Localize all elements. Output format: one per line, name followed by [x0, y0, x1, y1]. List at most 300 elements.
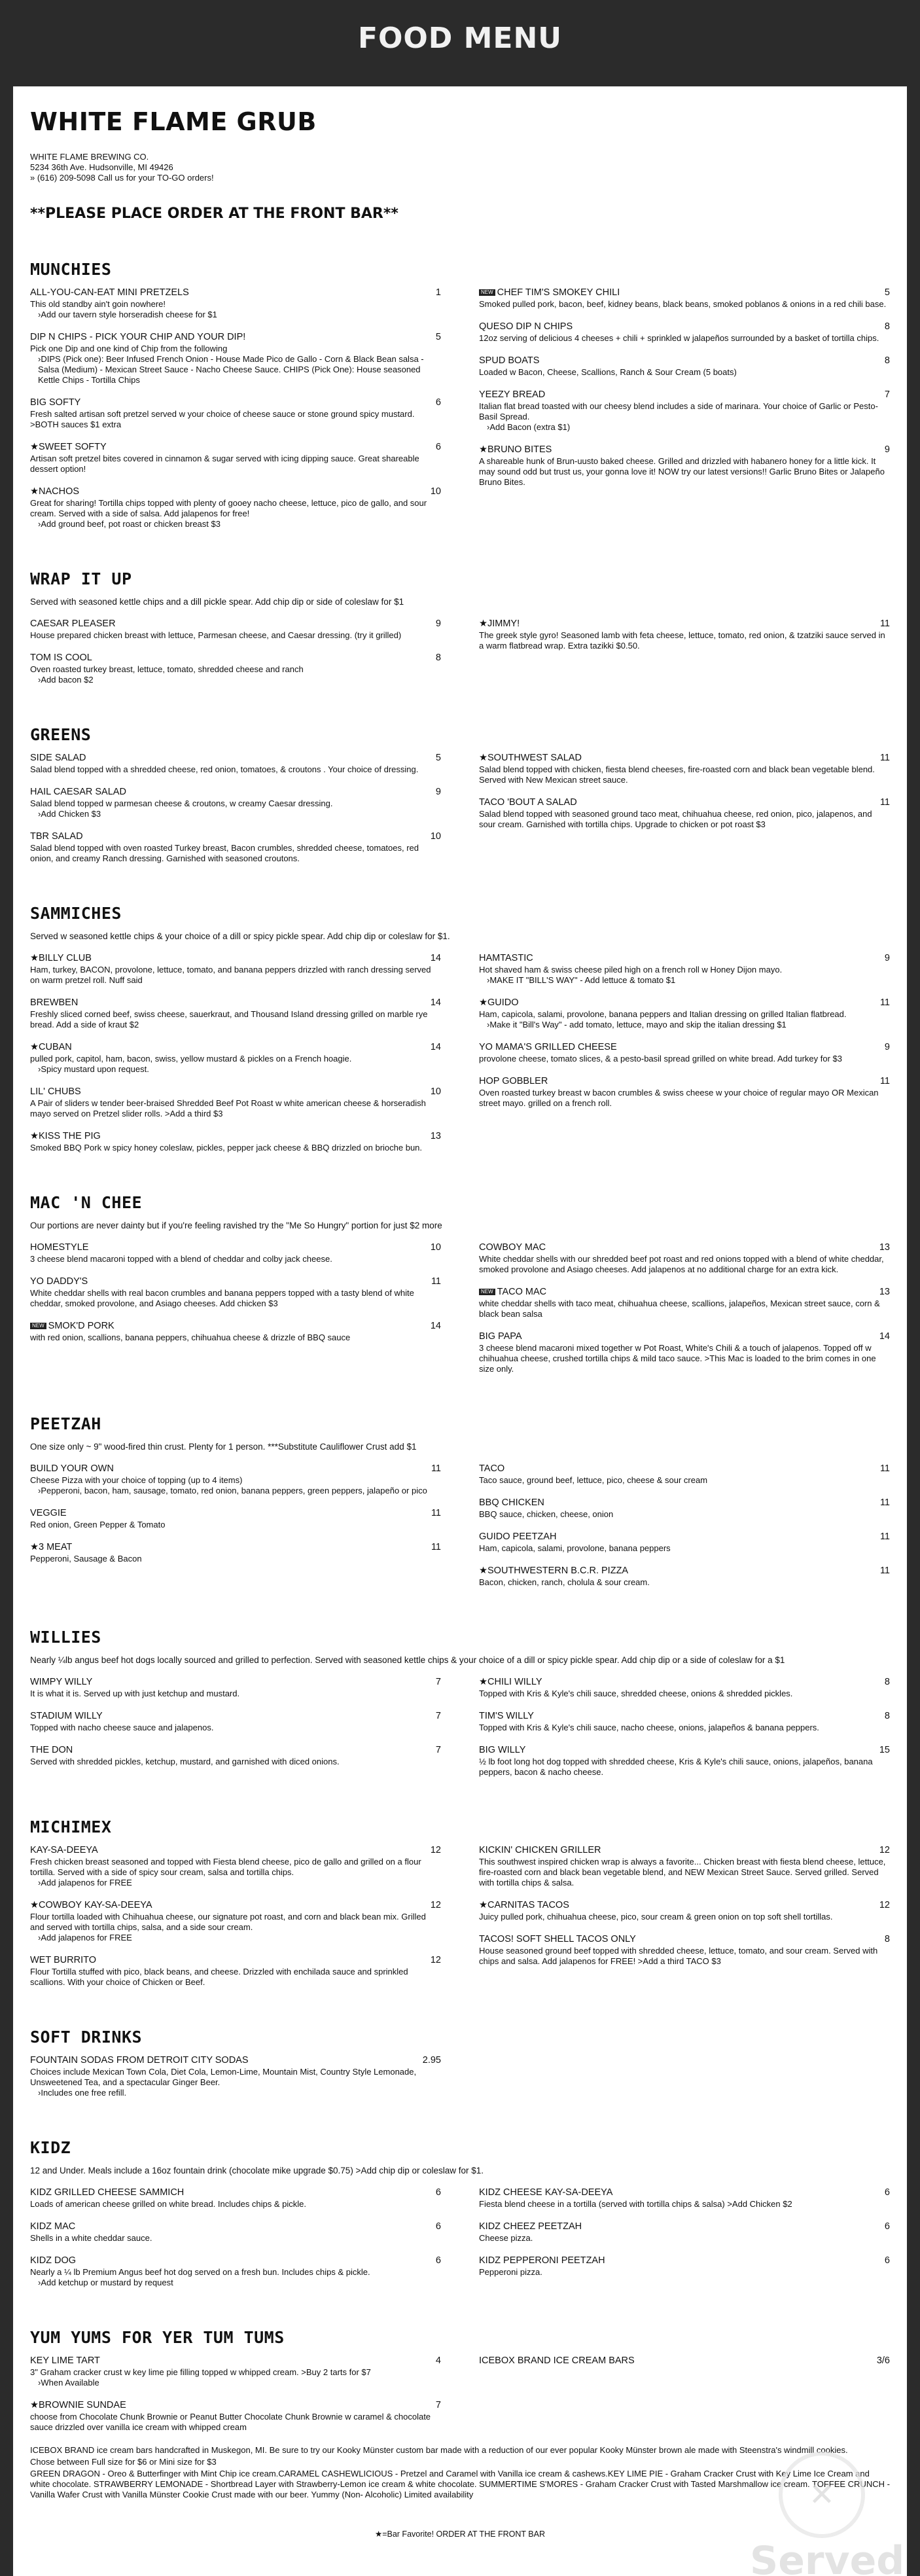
menu-item-description: Cheese pizza.: [479, 2233, 533, 2243]
menu-item-description: Salad blend topped with seasoned ground taco meat, chihuahua cheese, red onion, pico, jalapenos, and sour cream. Garnished with tortilla chips. Upgrade to chicken or pot roast $3: [479, 809, 872, 829]
menu-item-name: CHEF TIM'S SMOKEY CHILI: [497, 287, 620, 298]
menu-item-price: 6: [435, 397, 441, 408]
menu-item-header: [479, 1531, 890, 1543]
menu-item: [479, 1676, 890, 1699]
section-column-right: [479, 2187, 890, 2299]
menu-item-price: 6: [435, 2221, 441, 2232]
menu-item-description: Choices include Mexican Town Cola, Diet Cola, Lemon-Lime, Mountain Mist, Country Style Lemonade, Unsweetened Tea, and a spectacular Ginger Beer.: [30, 2067, 417, 2087]
menu-item-description: Bacon, chicken, ranch, cholula & sour cream.: [479, 1577, 650, 1587]
menu-item-description: ½ lb foot long hot dog topped with shredded cheese, Kris & Kyle's chili sauce, onions, jalapeños, banana peppers, bacon & nacho cheese.: [479, 1757, 873, 1777]
menu-item-name-wrap: [30, 2187, 184, 2198]
menu-item-price: 9: [435, 787, 441, 797]
menu-item-description: Great for sharing! Tortilla chips topped with plenty of gooey nacho cheese, lettuce, pico de gallo, and sour cream. Served with a side of salsa. Add jalapenos for free!: [30, 498, 427, 518]
menu-item-price: 7: [435, 1745, 441, 1755]
menu-item-name-wrap: [30, 1463, 114, 1475]
menu-item-header: [30, 752, 441, 764]
menu-item-price: 9: [884, 953, 890, 963]
menu-sheet: [13, 86, 907, 2576]
menu-item: [30, 786, 441, 819]
menu-item-price: 7: [435, 1711, 441, 1721]
menu-item-description: Italian flat bread toasted with our cheesy blend includes a side of marinara. Your choice of Garlic or Pesto-Basil Spread.: [479, 401, 878, 421]
section-columns: [30, 2054, 890, 2109]
menu-item-note: › Add ground beef, pot roast or chicken breast $3: [30, 519, 441, 529]
section-title: PEETZAH: [30, 1414, 101, 1433]
menu-item-name: KIDZ CHEEZ PEETZAH: [479, 2221, 582, 2232]
menu-item-description: Salad blend topped w parmesan cheese & croutons, w creamy Caesar dressing.: [30, 798, 333, 808]
menu-item-price: 5: [884, 287, 890, 298]
menu-item-name: ★BROWNIE SUNDAE: [30, 2400, 126, 2410]
menu-item-price: 7: [435, 2400, 441, 2410]
menu-item: [30, 997, 441, 1030]
section-columns: [30, 287, 890, 541]
menu-item-name: TACOS! SOFT SHELL TACOS ONLY: [479, 1934, 636, 1944]
menu-item-description: BBQ sauce, chicken, cheese, onion: [479, 1509, 614, 1519]
menu-section: [30, 1817, 890, 1999]
menu-item-header: [479, 1075, 890, 1087]
menu-banner-title: FOOD MENU: [357, 21, 563, 55]
menu-item: [479, 1744, 890, 1778]
menu-item-description: White cheddar shells with our shredded beef pot roast and red onions topped with a blend of white cheddar, smoked provolone and Asiago cheeses. Add jalapenos at no additional charge for an extra kick.: [479, 1254, 884, 1274]
menu-item-header: [479, 1286, 890, 1298]
menu-item-name-wrap: [30, 997, 78, 1009]
menu-item-name-wrap: [479, 1744, 525, 1756]
menu-item-description: Freshly sliced corned beef, swiss cheese, sauerkraut, and Thousand Island dressing grilled on marble rye bread. Add a side of kraut $2: [30, 1009, 428, 1029]
section-column-left: [30, 1242, 441, 1386]
menu-item: [479, 1497, 890, 1520]
menu-item-name: HAMTASTIC: [479, 953, 533, 963]
menu-item: [30, 652, 441, 685]
menu-item-description: with red onion, scallions, banana peppers, chihuahua cheese & drizzle of BBQ sauce: [30, 1333, 351, 1342]
menu-item: [30, 1130, 441, 1153]
section-columns: [30, 1242, 890, 1386]
menu-item-name: BIG SOFTY: [30, 397, 81, 408]
menu-item-header: [479, 997, 890, 1009]
menu-item: [479, 1933, 890, 1967]
menu-item: [479, 1899, 890, 1922]
menu-item-name-wrap: [479, 1041, 617, 1053]
menu-item-name-wrap: [479, 1531, 556, 1543]
menu-item-name-wrap: [479, 1676, 542, 1688]
menu-item-header: [479, 752, 890, 764]
section-footnote: GREEN DRAGON - Oreo & Butterfinger with Mint Chip ice cream.CARAMEL CASHEWLICIOUS - Pretzel and Caramel with Vanilla ice cream & cashews.KEY LIME PIE - Graham Cracker Crust with Key Lime Ice Cream and white chocolate. STRAWBERRY LEMONADE - Shortbread Layer with Strawberry-Lemon ice cream & white chocolate. SUMMERTIME S'MORES - Graham Cracker Crust with Tasted Marshmallow ice cream. TOFFEE CRUNCH - Vanilla Wafer Crust with Vanilla Münster Cookie Crust made with our beer. Yummy (Non- Alcoholic) Limited availability: [30, 2469, 890, 2499]
menu-item-name-wrap: [479, 1933, 636, 1945]
menu-item-description: Fresh salted artisan soft pretzel served w your choice of cheese sauce or stone ground spicy mustard. >BOTH sauces $1 extra: [30, 409, 415, 429]
menu-item-header: [479, 1933, 890, 1945]
menu-item-name-wrap: [479, 1899, 569, 1911]
menu-item: [479, 1331, 890, 1374]
menu-item-name: GUIDO PEETZAH: [479, 1531, 557, 1542]
menu-item-header: [479, 796, 890, 808]
menu-item-description: Topped with Kris & Kyle's chili sauce, shredded cheese, onions & shredded pickles.: [479, 1689, 793, 1698]
menu-item: [479, 1710, 890, 1733]
section-title: SOFT DRINKS: [30, 2028, 143, 2047]
menu-item: [30, 1320, 441, 1343]
menu-item: [479, 1075, 890, 1109]
menu-item-name-wrap: [479, 1331, 522, 1342]
menu-item-price: 11: [431, 1542, 441, 1552]
fork-knife-icon: ✕: [779, 2452, 865, 2538]
menu-item: [479, 952, 890, 986]
menu-item-price: 14: [430, 997, 441, 1008]
menu-item-description: Ham, capicola, salami, provolone, banana peppers and Italian dressing on grilled Italian flatbread.: [479, 1009, 847, 1019]
menu-item-header: [30, 2255, 441, 2266]
menu-item-name: ICEBOX BRAND ICE CREAM BARS: [479, 2355, 635, 2366]
menu-item-header: [30, 1086, 441, 1098]
menu-item-name: ★NACHOS: [30, 486, 80, 497]
menu-item-description: Red onion, Green Pepper & Tomato: [30, 1520, 166, 1530]
menu-item-name: TACO 'BOUT A SALAD: [479, 797, 577, 808]
menu-item-name: KIDZ CHEESE KAY-SA-DEEYA: [479, 2187, 613, 2198]
menu-banner: [0, 0, 920, 76]
section-column-left: [30, 2187, 441, 2299]
menu-item-name: WIMPY WILLY: [30, 1677, 93, 1687]
menu-item-description: Nearly a ¼ lb Premium Angus beef hot dog served on a fresh bun. Includes chips & pickle.: [30, 2267, 370, 2277]
menu-item-name: SIDE SALAD: [30, 753, 86, 763]
section-footnote: Chose between Full size for $6 or Mini size for $3: [30, 2457, 217, 2467]
menu-item-header: [30, 2399, 441, 2411]
menu-item-header: [479, 1899, 890, 1911]
menu-item-name-wrap: [30, 1844, 98, 1856]
menu-item-price: 6: [884, 2255, 890, 2266]
menu-item-description: It is what it is. Served up with just ketchup and mustard.: [30, 1689, 240, 1698]
menu-item-price: 6: [435, 2255, 441, 2266]
menu-footer: ★=Bar Favorite! ORDER AT THE FRONT BAR: [375, 2530, 545, 2539]
menu-item-price: 10: [430, 1242, 441, 1253]
menu-item-name: ★CARNITAS TACOS: [479, 1900, 569, 1910]
watermark: [750, 2452, 905, 2576]
menu-item-description: Smoked pulled pork, bacon, beef, kidney beans, black beans, smoked poblanos & onions in a red chili base.: [479, 299, 887, 309]
menu-item-price: 1: [435, 287, 441, 298]
section-description: Served w seasoned kettle chips & your choice of a dill or spicy pickle spear. Add chip dip or coleslaw for $1.: [30, 931, 450, 941]
menu-item-price: 9: [884, 1042, 890, 1052]
menu-item-price: 8: [884, 1677, 890, 1687]
menu-item: [479, 2187, 890, 2209]
menu-item-header: [479, 389, 890, 401]
menu-item-price: 6: [435, 442, 441, 452]
menu-item: [30, 1541, 441, 1564]
menu-item: [30, 331, 441, 385]
menu-item-description: 12oz serving of delicious 4 cheeses + chili + sprinkled w jalapeños surrounded by a basket of tortilla chips.: [479, 333, 879, 343]
menu-item-name: ★BILLY CLUB: [30, 953, 92, 963]
menu-item-header: [30, 1276, 441, 1287]
menu-item-name: ALL-YOU-CAN-EAT MINI PRETZELS: [30, 287, 189, 298]
menu-item-name-wrap: [30, 1744, 73, 1756]
menu-item-name: BREWBEN: [30, 997, 79, 1008]
menu-item-description: This southwest inspired chicken wrap is always a favorite... Chicken breast with fiesta blend cheese, lettuce, fire-roasted corn and black bean vegetable blend, and NEW Mexican Street Sauce. Served grilled. Served with tortilla chips & salsa.: [479, 1857, 886, 1887]
menu-item-name: SPUD BOATS: [479, 355, 540, 366]
menu-item: [479, 796, 890, 830]
menu-item-description: Flour Tortilla stuffed with pico, black beans, and cheese. Drizzled with enchilada sauce and sprinkled scallions. With your choice of Chicken or Beef.: [30, 1967, 408, 1987]
menu-item-header: [30, 1844, 441, 1856]
menu-item-name-wrap: [479, 355, 539, 367]
menu-item: [30, 1954, 441, 1988]
menu-item-name: STADIUM WILLY: [30, 1711, 103, 1721]
menu-section: [30, 725, 890, 875]
menu-item-price: 11: [879, 1463, 890, 1474]
menu-item-note: › Add ketchup or mustard by request: [30, 2278, 441, 2288]
section-columns: [30, 2355, 890, 2444]
menu-item-name-wrap: [30, 786, 126, 798]
menu-item: [30, 1041, 441, 1075]
menu-item: [30, 441, 441, 474]
menu-item-price: 12: [879, 1900, 890, 1910]
menu-item-header: [30, 997, 441, 1009]
menu-item-price: 11: [879, 1531, 890, 1542]
menu-item-name-wrap: [479, 1497, 544, 1509]
menu-item: [30, 2221, 441, 2244]
menu-item-name-wrap: [30, 1899, 152, 1911]
menu-item-price: 11: [431, 1508, 441, 1518]
section-footnote: ICEBOX BRAND ice cream bars handcrafted in Muskegon, MI. Be sure to try our Kooky Münster custom bar made with a reduction of our ever popular Kooky Münster brown ale made with Steenstra's windmill cookies.: [30, 2445, 848, 2455]
menu-item-price: 9: [884, 444, 890, 455]
section-column-left: [30, 618, 441, 696]
menu-item-description: Ham, turkey, BACON, provolone, lettuce, tomato, and banana peppers drizzled with ranch dressing served on warm pretzel roll. Nuff said: [30, 965, 431, 985]
menu-item-description: Pick one Dip and one kind of Chip from the following: [30, 344, 228, 353]
menu-item-note: › DIPS (Pick one): Beer Infused French Onion - House Made Pico de Gallo - Corn & Black Bean salsa - Salsa (Medium) - Mexican Street Sauce - Nacho Cheese Sauce. CHIPS (Pick One): House seasoned Kettle Chips - Tortilla Chips: [30, 354, 441, 385]
menu-item-price: 12: [430, 1955, 441, 1965]
menu-item-price: 11: [879, 618, 890, 629]
menu-item-name: BUILD YOUR OWN: [30, 1463, 114, 1474]
menu-item: [30, 752, 441, 775]
menu-item-name: HAIL CAESAR SALAD: [30, 787, 126, 797]
menu-item-name: BIG PAPA: [479, 1331, 522, 1342]
menu-item-price: 11: [879, 1076, 890, 1086]
section-column-right: [479, 1844, 890, 1999]
menu-item-description: Loaded w Bacon, Cheese, Scallions, Ranch & Sour Cream (5 boats): [479, 367, 737, 377]
menu-item: [479, 1844, 890, 1888]
menu-item-name-wrap: [30, 1242, 88, 1253]
section-title: WRAP IT UP: [30, 569, 132, 588]
menu-item: [479, 321, 890, 344]
menu-item-name-wrap: [30, 1130, 101, 1142]
menu-item-price: 14: [430, 1321, 441, 1331]
menu-item-name-wrap: [30, 1320, 115, 1332]
menu-item: [30, 1276, 441, 1309]
menu-item-name: WET BURRITO: [30, 1955, 96, 1965]
menu-item-description: Pepperoni pizza.: [479, 2267, 542, 2277]
menu-item-name-wrap: [479, 952, 533, 964]
menu-item-header: [30, 1242, 441, 1253]
menu-item-name-wrap: [30, 1541, 72, 1553]
menu-item-name: ★SOUTHWESTERN B.C.R. PIZZA: [479, 1565, 629, 1576]
menu-item-name: KIDZ DOG: [30, 2255, 77, 2266]
menu-item-header: [479, 287, 890, 298]
menu-item-price: 11: [879, 1565, 890, 1576]
menu-item-name-wrap: [479, 752, 582, 764]
section-title: YUM YUMS FOR YER TUM TUMS: [30, 2328, 285, 2347]
menu-item: [30, 1242, 441, 1264]
menu-item-description: Topped with Kris & Kyle's chili sauce, nacho cheese, onions, jalapeños & banana peppers.: [479, 1723, 819, 1732]
menu-item-name: YEEZY BREAD: [479, 389, 546, 400]
menu-item-name-wrap: [30, 618, 116, 630]
menu-item-name-wrap: [479, 1710, 534, 1722]
menu-item: [479, 2355, 890, 2367]
menu-item-description: Oven roasted turkey breast w bacon crumbles & swiss cheese w your choice of regular mayo OR Mexican street mayo. grilled on a french roll.: [479, 1088, 879, 1108]
menu-item-description: The greek style gyro! Seasoned lamb with feta cheese, lettuce, tomato, red onion, & tzatziki sauce served in a warm flatbread wrap. Extra tazikki $0.50.: [479, 630, 885, 651]
menu-item-description: provolone cheese, tomato slices, & a pesto-basil spread grilled on white bread. Add turkey for $3: [479, 1054, 842, 1064]
menu-item-name: ★CUBAN: [30, 1042, 72, 1052]
menu-item-header: [30, 1041, 441, 1053]
menu-item-description: 3 cheese blend macaroni topped with a blend of cheddar and colby jack cheese.: [30, 1254, 332, 1264]
menu-item-name-wrap: [479, 2187, 612, 2198]
menu-item-description: Served with shredded pickles, ketchup, mustard, and garnished with diced onions.: [30, 1757, 340, 1766]
menu-item-header: [30, 2187, 441, 2198]
menu-item-price: 10: [430, 1086, 441, 1097]
menu-item-price: 13: [430, 1131, 441, 1141]
menu-item-header: [30, 1954, 441, 1966]
menu-item-header: [30, 831, 441, 842]
new-badge: NEW: [30, 1323, 46, 1329]
menu-item: [30, 287, 441, 320]
menu-item-header: [30, 2054, 441, 2066]
menu-item: [30, 2255, 441, 2288]
menu-item-description: This old standby ain't goin nowhere!: [30, 299, 166, 309]
new-badge: NEW: [479, 1289, 495, 1295]
menu-item-header: [30, 1541, 441, 1553]
menu-item-name: HOP GOBBLER: [479, 1076, 548, 1086]
menu-item: [479, 1531, 890, 1554]
section-columns: [30, 1463, 890, 1599]
menu-item-description: House prepared chicken breast with lettuce, Parmesan cheese, and Caesar dressing. (try it grilled): [30, 630, 402, 640]
restaurant-company: WHITE FLAME BREWING CO.: [30, 152, 149, 162]
menu-item-header: [30, 1463, 441, 1475]
section-title: MUNCHIES: [30, 260, 112, 279]
menu-item: [479, 2255, 890, 2278]
menu-item-name: KIDZ GRILLED CHEESE SAMMICH: [30, 2187, 185, 2198]
section-columns: [30, 952, 890, 1164]
menu-item-header: [479, 1744, 890, 1756]
menu-item-name: KIDZ MAC: [30, 2221, 76, 2232]
menu-item-note: › Add jalapenos for FREE: [30, 1933, 441, 1943]
menu-item-description: White cheddar shells with real bacon crumbles and banana peppers topped with a tasty blend of white cheddar, smoked provolone, and Asiago cheeses. Add chicken $3: [30, 1288, 414, 1308]
menu-item-header: [30, 1320, 441, 1332]
menu-item-description: Hot shaved ham & swiss cheese piled high on a french roll w Honey Dijon mayo.: [479, 965, 783, 975]
menu-item-name-wrap: [30, 331, 245, 343]
menu-item: [30, 2355, 441, 2388]
menu-item-name-wrap: [479, 287, 620, 298]
menu-item-price: 13: [879, 1242, 890, 1253]
menu-item-name-wrap: [479, 1463, 504, 1475]
menu-item-header: [30, 1744, 441, 1756]
menu-item-price: 5: [435, 332, 441, 342]
menu-item-name: TOM IS COOL: [30, 653, 92, 663]
menu-item: [30, 952, 441, 986]
menu-item-price: 14: [879, 1331, 890, 1342]
menu-item-name-wrap: [30, 2399, 126, 2411]
menu-item-name-wrap: [30, 1710, 103, 1722]
section-column-right: [479, 618, 890, 696]
menu-item-name: THE DON: [30, 1745, 73, 1755]
menu-item-header: [30, 1507, 441, 1519]
section-column-left: [30, 287, 441, 541]
menu-item-name-wrap: [30, 1276, 88, 1287]
menu-item-price: 15: [879, 1745, 890, 1755]
menu-item-name: ★3 MEAT: [30, 1542, 73, 1552]
menu-item: [30, 1710, 441, 1733]
menu-item-description: Flour tortilla loaded with Chihuahua cheese, our signature pot roast, and corn and black bean mix. Grilled and served with tortilla chips, salsa, and a side sour cream.: [30, 1912, 426, 1932]
menu-item-header: [30, 2355, 441, 2367]
menu-item-header: [479, 1463, 890, 1475]
menu-item-price: 4: [435, 2355, 441, 2366]
menu-item: [479, 1463, 890, 1486]
menu-item: [479, 1565, 890, 1588]
section-title: SAMMICHES: [30, 904, 122, 923]
menu-item-price: 8: [884, 355, 890, 366]
section-description: Nearly ¼lb angus beef hot dogs locally sourced and grilled to perfection. Served with seasoned kettle chips & your choice of a dill or spicy pickle spear. Add chip dip or a side of coleslaw for a $1: [30, 1655, 785, 1665]
menu-item-header: [479, 2221, 890, 2232]
menu-item-name: ★SWEET SOFTY: [30, 442, 107, 452]
menu-item-header: [479, 2255, 890, 2266]
menu-item: [479, 1242, 890, 1275]
section-description: One size only ~ 9" wood-fired thin crust. Plenty for 1 person. ***Substitute Cauliflower Crust add $1: [30, 1442, 417, 1452]
menu-item-header: [30, 2221, 441, 2232]
menu-item-header: [479, 1041, 890, 1053]
section-column-left: [30, 952, 441, 1164]
menu-item-price: 11: [431, 1276, 441, 1287]
menu-item-note: › Add our tavern style horseradish cheese for $1: [30, 310, 441, 320]
menu-item-header: [30, 1130, 441, 1142]
menu-item-price: 8: [884, 1934, 890, 1944]
menu-item-price: 6: [435, 2187, 441, 2198]
menu-item-name-wrap: [30, 2221, 75, 2232]
menu-item-name-wrap: [479, 1844, 601, 1856]
menu-item-header: [479, 1565, 890, 1577]
menu-item: [30, 486, 441, 529]
menu-item-price: 2.95: [422, 2055, 441, 2066]
menu-section: [30, 2028, 890, 2109]
menu-section: [30, 1414, 890, 1599]
menu-item-note: › Add bacon $2: [30, 675, 441, 685]
menu-item: [30, 397, 441, 430]
menu-item-name-wrap: [30, 752, 86, 764]
menu-item-name: TBR SALAD: [30, 831, 83, 842]
menu-item-price: 11: [431, 1463, 441, 1474]
menu-item-name-wrap: [479, 1242, 546, 1253]
menu-item-description: Topped with nacho cheese sauce and jalapenos.: [30, 1723, 214, 1732]
menu-item-name-wrap: [30, 1954, 96, 1966]
menu-item-name: LIL' CHUBS: [30, 1086, 81, 1097]
menu-item-price: 13: [879, 1287, 890, 1297]
menu-item-note: › Pepperoni, bacon, ham, sausage, tomato, red onion, banana peppers, green peppers, jalapeño or pico: [30, 1486, 441, 1496]
menu-item-description: Fiesta blend cheese in a tortilla (served with tortilla chips & salsa) >Add Chicken $2: [479, 2199, 792, 2209]
menu-item-name: ★BRUNO BITES: [479, 444, 552, 455]
menu-item: [479, 1041, 890, 1064]
menu-item: [30, 1844, 441, 1888]
menu-item-name-wrap: [479, 2355, 635, 2367]
menu-item-description: Taco sauce, ground beef, lettuce, pico, cheese & sour cream: [479, 1475, 708, 1485]
section-column-left: [30, 752, 441, 875]
menu-item: [479, 287, 890, 310]
menu-item: [479, 1286, 890, 1319]
section-title: MAC 'N CHEE: [30, 1193, 143, 1212]
section-column-right: [479, 1463, 890, 1599]
menu-item-header: [30, 786, 441, 798]
menu-item-header: [30, 1710, 441, 1722]
menu-item-description: House seasoned ground beef topped with shredded cheese, lettuce, tomato, and sour cream. Served with chips and salsa. Add jalapenos for FREE! >Add a third TACO $3: [479, 1946, 878, 1966]
menu-item-header: [30, 397, 441, 408]
menu-item-price: 5: [435, 753, 441, 763]
menu-item-name: KEY LIME TART: [30, 2355, 100, 2366]
menu-item: [479, 997, 890, 1030]
menu-item-header: [30, 652, 441, 664]
menu-item-note: › Add Bacon (extra $1): [479, 422, 890, 433]
menu-item-header: [30, 287, 441, 298]
section-title: GREENS: [30, 725, 92, 744]
menu-item: [30, 2399, 441, 2433]
menu-sections: [30, 260, 890, 2500]
menu-item-price: 8: [884, 321, 890, 332]
menu-item-price: 11: [879, 997, 890, 1008]
